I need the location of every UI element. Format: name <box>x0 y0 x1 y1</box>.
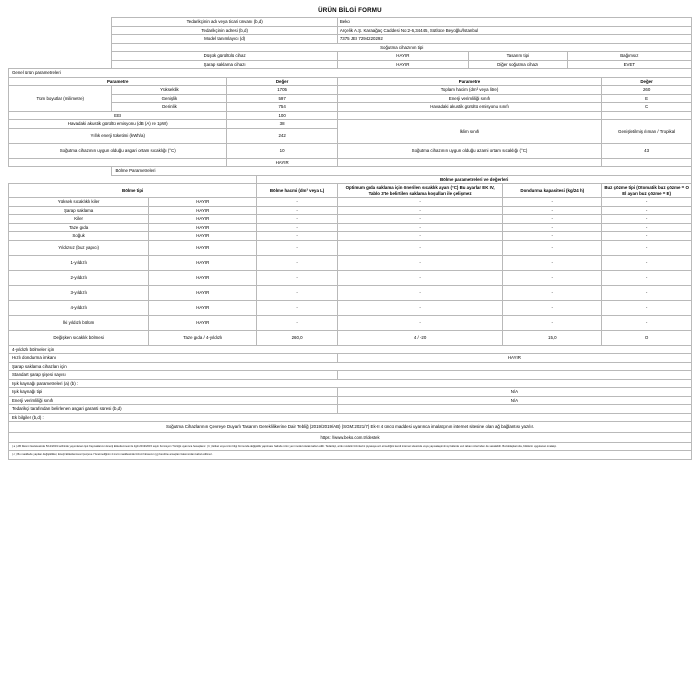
other-cooling-label: Diğer soğutma cihazı <box>468 60 567 69</box>
eei-label: EEI <box>9 111 227 120</box>
compartment-present: HAYIR <box>149 270 257 285</box>
low-noise-value: HAYIR <box>337 52 468 61</box>
cooling-type-label: Soğutma cihazının tipi <box>112 43 692 52</box>
compartment-defrost: - <box>602 215 692 224</box>
compartment-row <box>9 285 692 300</box>
table-row <box>9 354 692 363</box>
compartment-row <box>9 330 692 345</box>
table-row <box>9 77 692 86</box>
compartment-present: HAYIR <box>149 255 257 270</box>
fast-freeze-value: HAYIR <box>337 354 691 363</box>
compartment-row <box>9 232 692 241</box>
eei-value: 100 <box>227 111 337 120</box>
compartment-present: HAYIR <box>149 240 257 255</box>
compartment-temp: - <box>337 223 503 232</box>
value-header-2: Değer <box>602 77 692 86</box>
compartment-row <box>9 223 692 232</box>
compartment-present: HAYIR <box>149 223 257 232</box>
table-row <box>9 442 692 451</box>
compartment-freeze: - <box>503 223 602 232</box>
spacer-cell <box>9 175 112 184</box>
compartment-defrost: - <box>602 300 692 315</box>
min-ambient-value: 10 <box>227 143 337 158</box>
wine-appliance-value: HAYIR <box>337 60 468 69</box>
table-row <box>9 379 692 388</box>
table-row <box>9 143 692 158</box>
value-header-1: Değer <box>227 77 337 86</box>
table-row <box>9 422 692 433</box>
compartment-type: 2-yıldızlı <box>9 270 149 285</box>
table-row <box>9 362 692 371</box>
compartment-type: Taze gıda <box>9 223 149 232</box>
compartment-defrost: - <box>602 240 692 255</box>
compartment-row <box>9 315 692 330</box>
energy-class-label: Enerji verimliliği sınıfı <box>337 94 601 103</box>
extra-info-label: Ek bilgiler (b,d) : <box>9 413 692 422</box>
extra-info-value: Soğutma Cihazlarının Çevreye Duyarlı Tasarım Gereklilikerine Dair Tebliğ (2019/2019/AB) (SGM:2021/7) Ek-II 4 üncü maddesi uyarınca imalatçının internet sitesine olan ağ bağlantısı yazılır. <box>9 422 692 433</box>
compartment-row <box>9 198 692 207</box>
light-energy-class-value: N/A <box>337 396 691 405</box>
width-value: 597 <box>227 94 337 103</box>
compartment-defrost: - <box>602 255 692 270</box>
compartment-temp: - <box>337 315 503 330</box>
warranty-value <box>337 405 691 414</box>
compartment-type: 3-yıldızlı <box>9 285 149 300</box>
compartment-freeze: - <box>503 215 602 224</box>
compartment-type: Şarap saklama <box>9 206 149 215</box>
compartment-present: HAYIR <box>149 285 257 300</box>
annual-energy-label: Yıllık enerji tüketimi (kWh/a) <box>9 128 227 143</box>
compartment-defrost: - <box>602 232 692 241</box>
compartment-present: HAYIR <box>149 300 257 315</box>
table-row <box>9 167 692 176</box>
winter-setting-label <box>9 158 227 167</box>
compartment-volume: - <box>257 270 338 285</box>
compartment-defrost: O <box>602 330 692 345</box>
table-row <box>9 371 692 380</box>
table-row <box>9 86 692 95</box>
col-recommended-temp: Optimum gıda saklama için önerilen sıcaklık ayarı (°C) Bu ayarlar EK IV, Tablo 3'te belirtilen saklama koşulları ile çelişmez <box>337 184 503 198</box>
compartment-freeze: - <box>503 270 602 285</box>
compartment-section-label: Bölme Parametreleri <box>112 167 692 176</box>
max-ambient-label: Soğutma cihazının uygun olduğu azami ortam sıcaklığı (°C) <box>337 143 601 158</box>
spacer-cell-2 <box>112 175 257 184</box>
compartment-temp: - <box>337 300 503 315</box>
eei-spacer <box>337 111 601 120</box>
compartment-type: 4-yıldızlı <box>9 300 149 315</box>
height-label: Yükseklik <box>112 86 227 95</box>
spacer-cell <box>9 26 112 35</box>
design-type-label: Tasarım tipi <box>468 52 567 61</box>
compartment-row <box>9 240 692 255</box>
main-table <box>8 17 692 460</box>
compartment-group-header: Bölme parametreleri ve değerleri <box>257 175 692 184</box>
footnote-a: ( a ) AB Resmi Gazetesinde 5/12/2019 tarihinde yayımlanan Işık Kaynaklarının Enerji Etiketlenmesi ile ilgili 2019/2015 sayılı Komisyon Tüzüğü uyarınca hesaplanır. ( b ) Etiket veya ürün bilgi formunda değişiklik yapılması halinde ürün yeni model olarak kabul edilir. Tedarikçi, artık modelin birimlerini piyasaya arz etmediğini kendi internet sitesinde veya yapısalaştırılmış hallerde veri tabanı üzerinden de saralabilir. Buzdolaplarında, bitkilerin uygulanan imalatçı. <box>9 442 692 451</box>
spacer-cell <box>9 60 112 69</box>
compartment-temp: - <box>337 215 503 224</box>
design-type-value: Bağımsız <box>567 52 691 61</box>
winter-setting-value: HAYIR <box>227 158 337 167</box>
compartment-row <box>9 300 692 315</box>
climate-class-value: Genişletilmiş ılıman / Tropikal <box>602 120 692 144</box>
light-type-label: Işık kaynağı tipi <box>9 388 338 397</box>
compartment-volume: - <box>257 223 338 232</box>
winter-spacer-2 <box>602 158 692 167</box>
supplier-name-value: Beko <box>337 18 691 27</box>
noise-class-label: Havadaki akustik gürültü emisyonu sınıfı <box>337 103 601 112</box>
compartment-type: Yıldızsız (buz yapıcı) <box>9 240 149 255</box>
compartment-present: HAYIR <box>149 198 257 207</box>
compartment-volume: - <box>257 315 338 330</box>
table-row <box>9 60 692 69</box>
light-energy-class-label: Enerji verimliliği sınıfı <box>9 396 338 405</box>
compartment-defrost: - <box>602 223 692 232</box>
compartment-present: HAYIR <box>149 215 257 224</box>
compartment-defrost: - <box>602 315 692 330</box>
table-row <box>9 388 692 397</box>
table-row <box>9 175 692 184</box>
min-ambient-label: Soğutma cihazının uygun olduğu asgari ortam sıcaklığı (°C) <box>9 143 227 158</box>
compartment-volume: - <box>257 232 338 241</box>
footnote-c: ( c ) Bu maddede yapılan değişiklikler, Enerji Etiketlenmesi Çerçeve Yönetmeliğinin 4 üncü maddesinde birinci fıkrasının (g) bendine amaçları bakımından kabul edilmez. <box>9 451 692 460</box>
compartment-volume: - <box>257 300 338 315</box>
model-label: Model tanımlayıcı (d) <box>112 35 337 44</box>
compartment-type: İki yıldızlı bölüm <box>9 315 149 330</box>
table-row <box>9 52 692 61</box>
depth-value: 754 <box>227 103 337 112</box>
compartment-volume: - <box>257 198 338 207</box>
support-url[interactable]: https: //www.beko.com.tr/destek <box>9 432 692 442</box>
page-title: ÜRÜN BİLGİ FORMU <box>318 7 382 14</box>
table-row <box>9 43 692 52</box>
bottle-count-label: Standart şarap şişesi sayısı <box>9 371 338 380</box>
total-volume-value: 260 <box>602 86 692 95</box>
climate-class-label: İklim sınıfı <box>337 120 601 144</box>
spacer-cell <box>9 35 112 44</box>
compartment-type: Yüksek sıcaklıklı kiler <box>9 198 149 207</box>
spacer-cell <box>9 43 112 52</box>
table-row <box>9 345 692 354</box>
compartment-freeze: - <box>503 315 602 330</box>
table-row <box>9 158 692 167</box>
supplier-address-value: Arçelik A.Ş. Karaağaç Caddesi No:2-6,34445, Sütlüce Beyoğlu/İstanbul <box>337 26 691 35</box>
compartment-freeze: - <box>503 206 602 215</box>
compartment-temp: - <box>337 270 503 285</box>
compartment-freeze: - <box>503 300 602 315</box>
compartment-freeze: - <box>503 232 602 241</box>
compartment-freeze: - <box>503 198 602 207</box>
compartment-type: 1-yıldızlı <box>9 255 149 270</box>
table-row <box>9 69 692 78</box>
compartment-defrost: - <box>602 198 692 207</box>
spacer-cell <box>9 167 112 176</box>
table-row <box>9 432 692 442</box>
warranty-label: Tedarikçi tarafından belirlenen asgari garanti süresi (b,d) <box>9 405 338 414</box>
compartment-temp: - <box>337 198 503 207</box>
four-star-section-label: 4-yıldızlı bölmeler için <box>9 345 692 354</box>
table-row <box>9 35 692 44</box>
compartment-type: Değişken sıcaklık bölmesi <box>9 330 149 345</box>
compartment-present: HAYIR <box>149 232 257 241</box>
compartment-temp: 4 / -20 <box>337 330 503 345</box>
compartment-defrost: - <box>602 206 692 215</box>
compartment-row <box>9 206 692 215</box>
compartment-present: HAYIR <box>149 206 257 215</box>
col-compartment-type: Bölme tipi <box>9 184 257 198</box>
compartment-temp: - <box>337 285 503 300</box>
energy-class-value: E <box>602 94 692 103</box>
col-defrost-type: Buz çözme tipi (Otomatik buz çözme = O El ayarı buz çözme = E) <box>602 184 692 198</box>
dimensions-label: Tüm boyutlar (milimetre) <box>9 86 112 112</box>
table-row <box>9 26 692 35</box>
noise-class-value: C <box>602 103 692 112</box>
compartment-present: Taze gıda / 4-yıldızlı <box>149 330 257 345</box>
compartment-type: Soğuk <box>9 232 149 241</box>
model-value: 7375 JEI 7294220292 <box>337 35 691 44</box>
compartment-temp: - <box>337 255 503 270</box>
bottle-count-value <box>337 371 691 380</box>
compartment-volume: - <box>257 240 338 255</box>
compartment-type: Kiler <box>9 215 149 224</box>
general-parameters-section: Genel ürün parametreleri <box>9 69 692 78</box>
compartment-freeze: - <box>503 255 602 270</box>
annual-energy-value: 242 <box>227 128 337 143</box>
wine-section-label: Şarap saklama cihazları için <box>9 362 692 371</box>
fast-freeze-label: Hızlı dondurma imkanı <box>9 354 338 363</box>
compartment-volume: - <box>257 255 338 270</box>
table-row <box>9 18 692 27</box>
compartment-freeze: - <box>503 285 602 300</box>
table-row <box>9 451 692 460</box>
width-label: Genişlik <box>112 94 227 103</box>
light-type-value: N/A <box>337 388 691 397</box>
parameter-header-2: Parametre <box>337 77 601 86</box>
compartment-volume: 260,0 <box>257 330 338 345</box>
wine-appliance-label: Şarap saklama cihazı <box>112 60 337 69</box>
compartment-freeze: - <box>503 240 602 255</box>
compartment-temp: - <box>337 240 503 255</box>
compartment-temp: - <box>337 206 503 215</box>
spacer-cell <box>9 52 112 61</box>
compartment-temp: - <box>337 232 503 241</box>
parameter-header-1: Parametre <box>9 77 227 86</box>
compartment-present: HAYIR <box>149 315 257 330</box>
compartment-defrost: - <box>602 285 692 300</box>
col-freezing-capacity: Dondurma kapasitesi (kg/24 h) <box>503 184 602 198</box>
compartment-defrost: - <box>602 270 692 285</box>
spacer-cell <box>9 18 112 27</box>
depth-label: Derinlik <box>112 103 227 112</box>
col-compartment-volume: Bölme hacmi (dm³ veya L) <box>257 184 338 198</box>
low-noise-label: Düşük gürültülü cihaz <box>112 52 337 61</box>
winter-spacer <box>337 158 601 167</box>
table-row <box>9 184 692 198</box>
other-cooling-value: EVET <box>567 60 691 69</box>
table-row <box>9 111 692 120</box>
compartment-freeze: 15,0 <box>503 330 602 345</box>
table-row <box>9 396 692 405</box>
noise-emission-value: 38 <box>227 120 337 129</box>
max-ambient-value: 43 <box>602 143 692 158</box>
table-row <box>9 405 692 414</box>
table-row <box>9 413 692 422</box>
compartment-volume: - <box>257 206 338 215</box>
compartment-row <box>9 270 692 285</box>
light-params-label: Işık kaynağı parametreleri (a) (b) : <box>9 379 692 388</box>
compartment-volume: - <box>257 285 338 300</box>
compartment-volume: - <box>257 215 338 224</box>
supplier-address-label: Tedarikçinin adresi (b,d) <box>112 26 337 35</box>
eei-spacer-2 <box>602 111 692 120</box>
noise-emission-label: Havadaki akustik gürültü emisyonu (dB (A) re 1pW) <box>9 120 227 129</box>
compartment-row <box>9 215 692 224</box>
table-row <box>9 120 692 129</box>
height-value: 1705 <box>227 86 337 95</box>
supplier-name-label: Tedarikçinin adı veya ticari ünvanı (b,d) <box>112 18 337 27</box>
compartment-row <box>9 255 692 270</box>
total-volume-label: Toplam hacim (dm³ veya litre) <box>337 86 601 95</box>
